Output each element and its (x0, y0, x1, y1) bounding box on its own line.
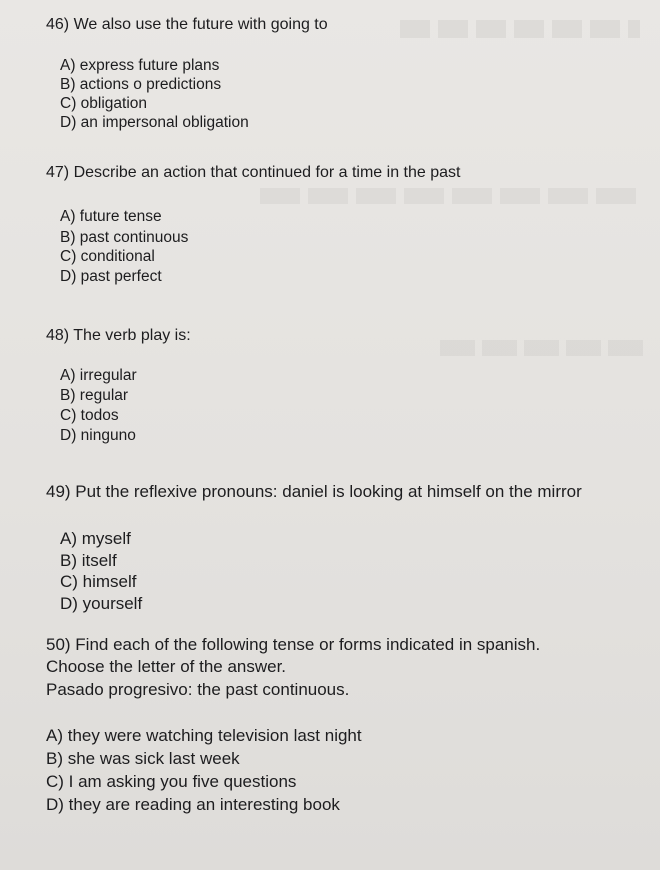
question-prompt: Pasado progresivo: the past continuous. (46, 680, 350, 699)
answer-option[interactable]: A) irregular (60, 367, 137, 384)
answer-option[interactable]: B) regular (60, 387, 129, 404)
answer-option[interactable]: D) past perfect (60, 268, 162, 285)
bleed-through-decoration (400, 20, 640, 38)
question-stem: 46) We also use the future with going to (46, 16, 328, 33)
answer-option[interactable]: D) yourself (60, 594, 143, 613)
bleed-through-decoration (440, 340, 650, 356)
answer-option[interactable]: C) todos (60, 407, 119, 424)
answer-option[interactable]: C) conditional (60, 248, 155, 265)
answer-option[interactable]: B) past continuous (60, 229, 189, 246)
answer-option[interactable]: A) myself (60, 529, 131, 548)
question-stem: 50) Find each of the following tense or forms indicated in spanish. (46, 635, 541, 654)
answer-option[interactable]: B) actions o predictions (60, 76, 222, 93)
question-stem: 47) Describe an action that continued for a time in the past (46, 164, 461, 181)
question-stem: 48) The verb play is: (46, 327, 191, 344)
question-stem: 49) Put the reflexive pronouns: daniel is looking at himself on the mirror (46, 482, 582, 501)
answer-option[interactable]: A) express future plans (60, 57, 220, 74)
answer-option[interactable]: B) she was sick last week (46, 749, 240, 768)
question-instruction: Choose the letter of the answer. (46, 657, 287, 676)
bleed-through-decoration (260, 188, 640, 204)
answer-option[interactable]: D) they are reading an interesting book (46, 795, 340, 814)
answer-option[interactable]: C) I am asking you five questions (46, 772, 297, 791)
answer-option[interactable]: D) ninguno (60, 427, 136, 444)
answer-option[interactable]: A) future tense (60, 208, 162, 225)
answer-option[interactable]: C) obligation (60, 95, 148, 112)
answer-option[interactable]: B) itself (60, 551, 117, 570)
answer-option[interactable]: D) an impersonal obligation (60, 114, 249, 131)
answer-option[interactable]: A) they were watching television last night (46, 726, 362, 745)
answer-option[interactable]: C) himself (60, 572, 137, 591)
